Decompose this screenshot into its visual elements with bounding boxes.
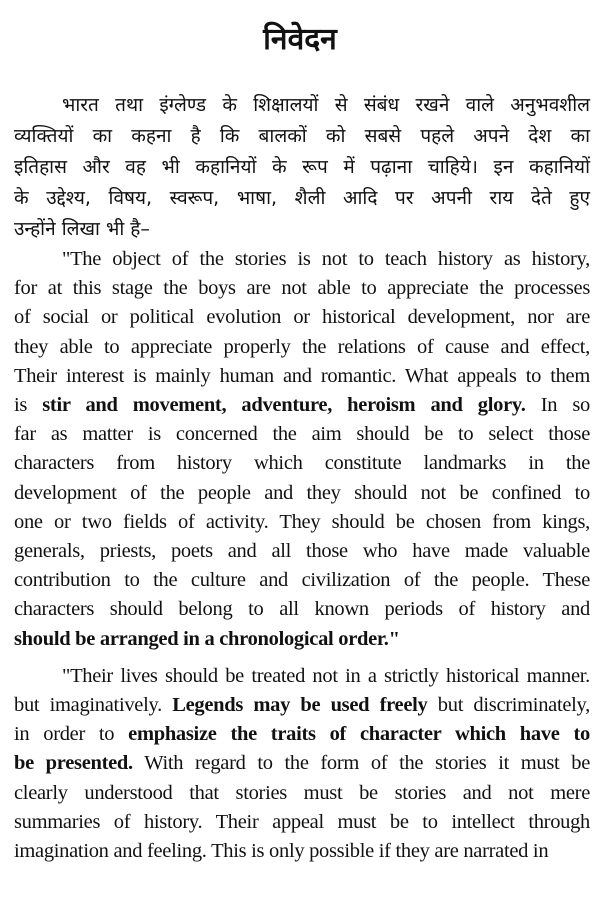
text-segment: characters from history which constitute landmarks in the (14, 452, 590, 475)
document-body (0, 62, 600, 866)
text-line (14, 720, 590, 749)
text-segment: "Their lives should be treated not in a strictly historical manner. (62, 664, 590, 687)
text-segment: for at this stage the boys are not able to appreciate the processes (14, 277, 590, 300)
hindi-text-line: इतिहास और वह भी कहानियों के रूप में पढ़ाना चाहिये। इन कहानियों (14, 156, 590, 178)
text-segment: In so (525, 394, 590, 417)
text-line (14, 625, 590, 654)
text-line (14, 566, 590, 595)
hindi-paragraph (0, 90, 600, 245)
text-line (14, 595, 590, 624)
text-segment: summaries of history. Their appeal must be to intellect through (14, 810, 590, 833)
text-line (14, 749, 590, 778)
text-line (14, 420, 590, 449)
text-segment: but imaginatively. (14, 694, 173, 717)
text-segment: one or two fields of activity. They should be chosen from kings, (14, 510, 590, 533)
quote-paragraph-2 (0, 662, 600, 866)
text-segment: far as matter is concerned the aim should be to select those (14, 423, 590, 446)
text-segment: in order to (14, 723, 129, 746)
bold-text: be presented. (14, 752, 133, 775)
text-line (14, 691, 590, 720)
text-segment: generals, priests, poets and all those who have made valuable (14, 540, 590, 563)
text-line (14, 274, 590, 303)
text-line (14, 537, 590, 566)
text-line (14, 479, 590, 508)
text-line (14, 303, 590, 332)
text-line (14, 333, 590, 362)
bold-text: emphasize the traits of character which have to (128, 723, 590, 746)
hindi-text-line: के उद्देश्य, विषय, स्वरूप, भाषा, शैली आदि पर अपनी राय देते हुए (14, 187, 590, 209)
text-segment: imagination and feeling. This is only possible if they are narrated in (14, 840, 549, 863)
bold-text: stir and movement, adventure, heroism and glory. (42, 394, 526, 417)
page-title: निवेदन (263, 22, 337, 57)
text-line (14, 391, 590, 420)
hindi-text-line: भारत तथा इंग्लेण्ड के शिक्षालयों से संबंध रखने वाले अनुभवशील (62, 94, 590, 116)
text-segment: Their interest is mainly human and romantic. What appeals to them (14, 364, 590, 387)
hindi-text-line: उन्होंने लिखा भी है– (14, 218, 150, 240)
text-line (14, 362, 590, 391)
text-line (14, 837, 590, 866)
text-line (14, 508, 590, 537)
quote-paragraph-1 (0, 245, 600, 654)
text-line (14, 808, 590, 837)
bold-text: should be arranged in a chronological order." (14, 627, 400, 650)
text-segment: they able to appreciate properly the relations of cause and effect, (14, 335, 590, 358)
bold-text: Legends may be used freely (172, 694, 428, 717)
text-line (62, 245, 590, 274)
text-segment: "The object of the stories is not to teach history as history, (62, 248, 590, 270)
text-segment: clearly understood that stories must be stories and not mere (14, 781, 590, 804)
text-segment: of social or political evolution or historical development, nor are (14, 306, 590, 329)
text-segment: is (14, 394, 43, 417)
text-segment: characters should belong to all known periods of history and (14, 598, 590, 621)
hindi-text-line: व्यक्तियों का कहना है कि बालकों को सबसे पहले अपने देश का (14, 125, 590, 147)
text-line (14, 779, 590, 808)
text-segment: but discriminately, (427, 694, 590, 717)
text-segment: contribution to the culture and civilization of the people. These (14, 569, 590, 592)
text-line (14, 449, 590, 478)
text-line (62, 662, 590, 691)
text-segment: development of the people and they should not be confined to (14, 481, 590, 504)
text-segment: With regard to the form of the stories it must be (132, 752, 590, 775)
